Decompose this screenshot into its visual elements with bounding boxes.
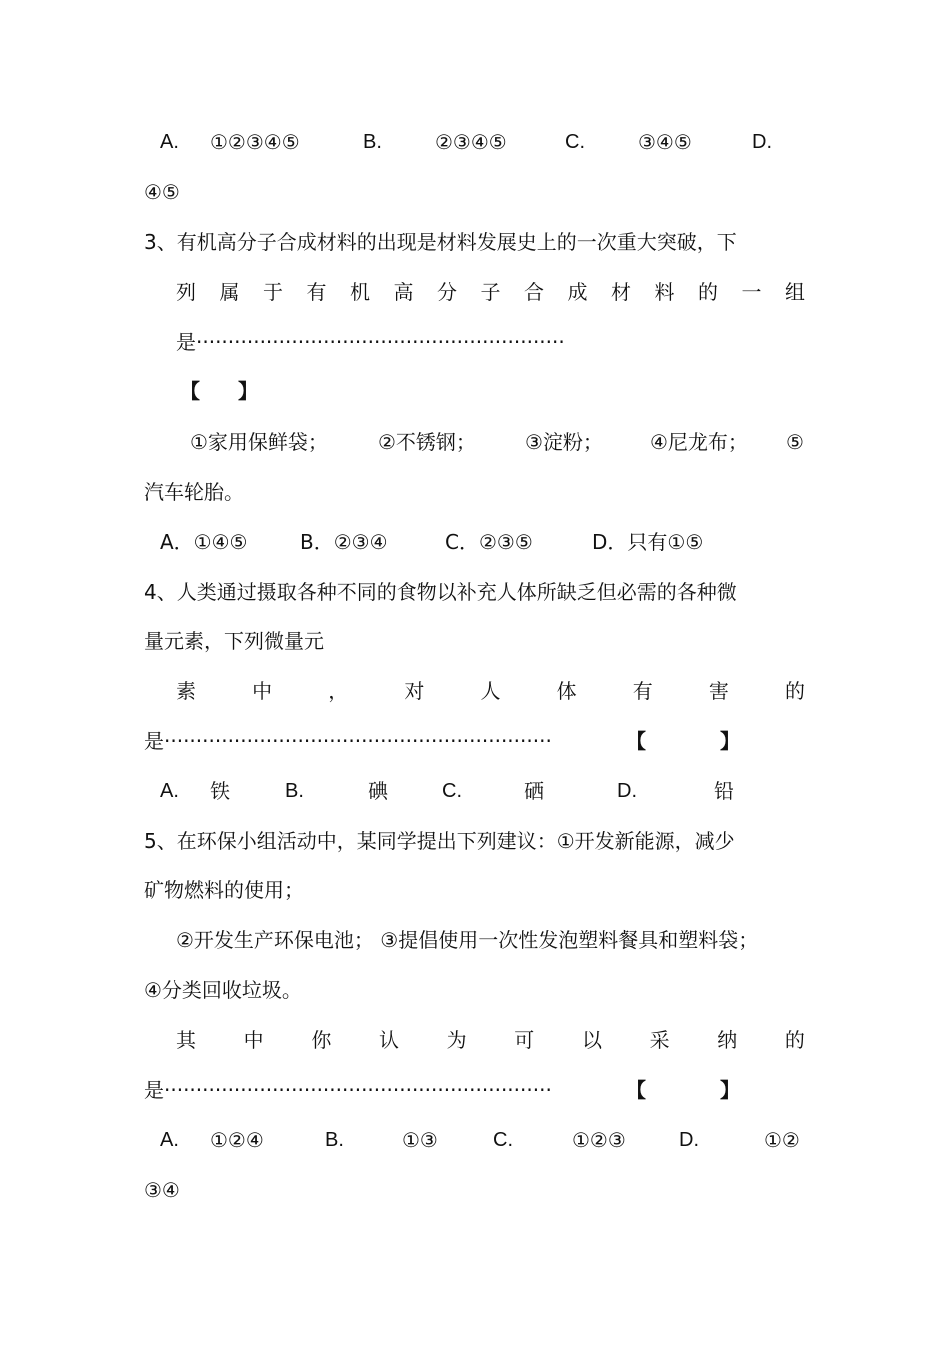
q2-option-c-text: ③④⑤ xyxy=(638,130,692,154)
q3-option-c: C．②③⑤ xyxy=(445,530,533,554)
q5-char: 你 xyxy=(311,1028,332,1052)
q5-char: 纳 xyxy=(717,1028,738,1052)
q3-option-b: B．②③④ xyxy=(300,530,388,554)
q4-char: 人 xyxy=(480,679,501,703)
q5-char: 其 xyxy=(176,1028,196,1052)
q3-char: 机 xyxy=(350,280,370,304)
q3-char: 有 xyxy=(306,280,327,304)
q4-option-b-label: B. xyxy=(285,780,304,802)
q5-stem-line-2: 矿物燃料的使用； xyxy=(144,878,304,902)
q4-stem-line-1: 4、人类通过摄取各种不同的食物以补充人体所缺乏但必需的各种微 xyxy=(144,580,737,604)
q4-char: 的 xyxy=(785,679,805,703)
q3-item-4: ④尼龙布； xyxy=(650,430,748,454)
q5-option-b-label: B. xyxy=(325,1129,344,1151)
q2-option-a-text: ①②③④⑤ xyxy=(210,130,300,154)
q5-stem-line-4: ④分类回收垃圾。 xyxy=(144,978,302,1002)
q4-char: ， xyxy=(328,679,349,703)
q3-char: 材 xyxy=(611,280,631,304)
q4-char: 体 xyxy=(556,679,577,703)
q3-stem-line-1: 3、有机高分子合成材料的出现是材料发展史上的一次重大突破，下 xyxy=(144,230,737,254)
q4-answer-bracket-left: 【 xyxy=(626,729,646,753)
q4-answer-bracket-right: 】 xyxy=(720,729,740,753)
q4-char: 害 xyxy=(708,679,729,703)
q5-option-d-text-cont: ③④ xyxy=(144,1178,180,1202)
q4-char: 中 xyxy=(252,679,273,703)
q5-char: 的 xyxy=(784,1028,805,1052)
q4-option-a-label: A. xyxy=(160,780,179,802)
q2-option-b-label: B. xyxy=(363,131,382,153)
q3-char: 高 xyxy=(393,280,414,304)
q5-option-a-text: ①②④ xyxy=(210,1128,264,1152)
q3-char: 成 xyxy=(567,280,588,304)
q5-char: 以 xyxy=(581,1028,602,1052)
q3-item-2: ②不锈钢； xyxy=(378,430,476,454)
q5-option-b-text: ①③ xyxy=(402,1128,438,1152)
q3-char: 一 xyxy=(741,280,762,304)
q5-option-a-label: A. xyxy=(160,1129,179,1151)
q4-stem-spaced-line xyxy=(176,677,805,705)
q5-char: 中 xyxy=(243,1028,264,1052)
q5-option-c-label: C. xyxy=(493,1129,513,1151)
q5-option-d-label: D. xyxy=(679,1129,699,1151)
q4-char: 对 xyxy=(404,679,425,703)
q3-option-d: D．只有①⑤ xyxy=(592,530,704,554)
q3-char: 于 xyxy=(263,280,283,304)
q3-char: 料 xyxy=(654,280,675,304)
q2-option-a-label: A. xyxy=(160,131,179,153)
q5-answer-bracket-left: 【 xyxy=(626,1078,646,1102)
q3-item-1: ①家用保鲜袋； xyxy=(190,430,328,454)
q3-answer-dots: 是·························································· xyxy=(176,330,565,354)
q5-char: 采 xyxy=(649,1028,670,1052)
q3-stem-spaced-line xyxy=(176,278,805,306)
q4-option-d-text: 铅 xyxy=(714,779,734,803)
q2-option-d-label: D. xyxy=(752,131,772,153)
q2-option-d-text: ④⑤ xyxy=(144,180,180,204)
q5-stem-line-1: 5、在环保小组活动中，某同学提出下列建议：①开发新能源，减少 xyxy=(144,829,735,853)
q3-item-5: ⑤ xyxy=(786,430,804,454)
q5-stem-spaced-line xyxy=(176,1026,805,1054)
q3-item-5-text: 汽车轮胎。 xyxy=(144,480,244,504)
q3-char: 的 xyxy=(698,280,718,304)
q5-answer-dots: 是····························································· xyxy=(144,1078,552,1102)
q3-char: 合 xyxy=(524,280,544,304)
q4-char: 素 xyxy=(176,679,196,703)
q3-char: 组 xyxy=(785,280,805,304)
q3-char: 列 xyxy=(176,280,196,304)
q3-option-a: A．①④⑤ xyxy=(160,530,248,554)
q4-option-c-label: C. xyxy=(442,780,462,802)
q4-option-a-text: 铁 xyxy=(210,779,230,803)
q3-char: 属 xyxy=(219,280,240,304)
q5-char: 为 xyxy=(446,1028,467,1052)
q2-option-c-label: C. xyxy=(565,131,585,153)
q3-answer-bracket-right: 】 xyxy=(238,379,258,403)
q4-option-b-text: 碘 xyxy=(368,779,388,803)
q3-answer-bracket-left: 【 xyxy=(180,379,200,403)
q4-stem-line-2: 量元素，下列微量元 xyxy=(144,629,324,653)
q3-item-3: ③淀粉； xyxy=(525,430,603,454)
q5-char: 认 xyxy=(378,1028,399,1052)
q5-char: 可 xyxy=(514,1028,535,1052)
q5-option-c-text: ①②③ xyxy=(572,1128,626,1152)
q3-char: 子 xyxy=(480,280,501,304)
q2-option-b-text: ②③④⑤ xyxy=(435,130,507,154)
q4-option-c-text: 硒 xyxy=(524,779,544,803)
q3-char: 分 xyxy=(437,280,457,304)
q5-answer-bracket-right: 】 xyxy=(720,1078,740,1102)
q4-option-d-label: D. xyxy=(617,780,637,802)
q5-option-d-text: ①② xyxy=(764,1128,800,1152)
q4-char: 有 xyxy=(632,679,653,703)
q5-stem-line-3: ②开发生产环保电池； ③提倡使用一次性发泡塑料餐具和塑料袋； xyxy=(176,928,759,952)
q4-answer-dots: 是····························································· xyxy=(144,729,552,753)
